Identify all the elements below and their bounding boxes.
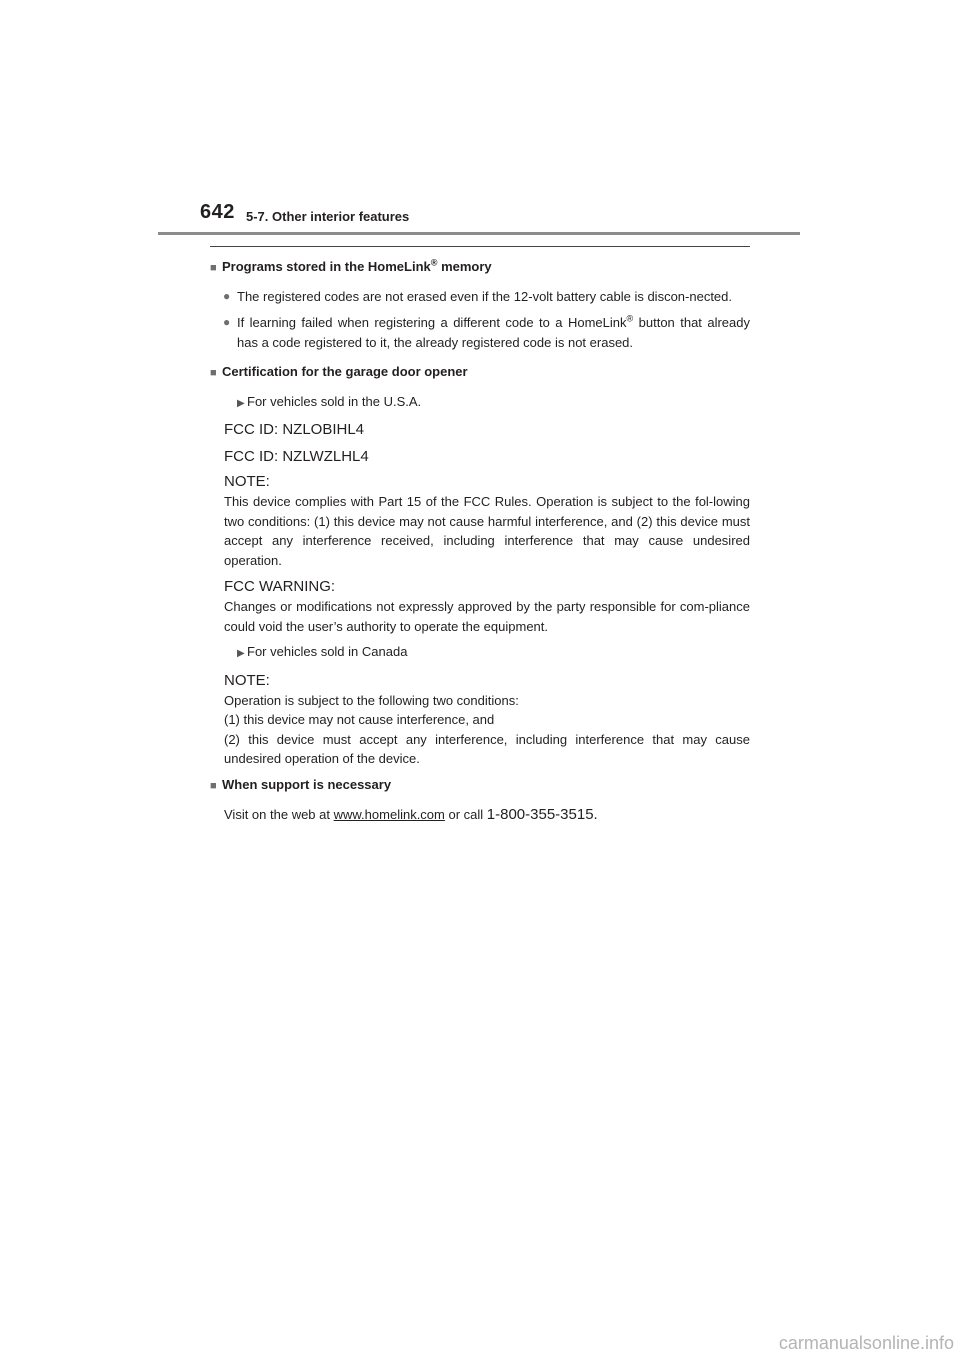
canada-note xyxy=(210,670,750,769)
note-label: NOTE: xyxy=(224,473,270,490)
circle-bullet-icon: ● xyxy=(223,288,231,303)
page-header xyxy=(0,0,960,240)
support-phone: 1-800-355-3515. xyxy=(486,806,598,823)
canada-note-label: NOTE: xyxy=(224,671,270,689)
support-text: Visit on the web at www.homelink.com or call 1-800-355-3515. xyxy=(224,806,598,823)
page-content xyxy=(210,257,750,831)
triangle-right-icon: ▶ xyxy=(237,397,245,409)
circle-bullet-icon: ● xyxy=(223,315,231,329)
warning-text: Changes or modifications not expressly approved by the party responsible for com-pliance could void the user’s authority to operate the equipment. xyxy=(224,599,750,634)
bullet-learning-failed: ● If learning failed when registering a different code to a HomeLink® button that already has a code registered to it, the already registered code is not erased. xyxy=(223,313,750,350)
triangle-right-icon: ▶ xyxy=(237,648,245,659)
note-text: This device complies with Part 15 of the FCC Rules. Operation is subject to the fol-lowing two conditions: (1) this device may not cause harmful interference, and (2) this device must accept any interference received, including interference that may cause undesired operation. xyxy=(224,494,750,568)
page-number: 642 xyxy=(200,201,235,223)
bullet-codes-not-erased: ● The registered codes are not erased even if the 12-volt battery cable is discon-nected. xyxy=(210,287,750,307)
homelink-link[interactable]: www.homelink.com xyxy=(333,807,445,822)
content-rule xyxy=(210,246,750,247)
square-bullet-icon: ■ xyxy=(210,262,217,274)
canada-line-3: (2) this device must accept any interference, including interference that may cause undesired operation of the device. xyxy=(224,731,750,766)
fcc-id-1: FCC ID: NZLOBIHL4 xyxy=(224,421,365,438)
canada-vehicles-label: ▶ For vehicles sold in Canada xyxy=(210,642,750,664)
registered-mark: ® xyxy=(626,313,634,324)
heading-support: ■ When support is necessary xyxy=(210,775,750,797)
fcc-warning xyxy=(210,576,750,636)
square-bullet-icon: ■ xyxy=(210,367,217,379)
watermark: carmanualsonline.info xyxy=(778,1333,954,1353)
warning-label: FCC WARNING: xyxy=(224,578,336,595)
registered-mark: ® xyxy=(430,257,438,268)
usa-vehicles-label: ▶ For vehicles sold in the U.S.A. xyxy=(210,392,750,414)
fcc-note xyxy=(210,471,750,570)
header-rule xyxy=(158,232,800,235)
canada-line-1: Operation is subject to the following two conditions: xyxy=(224,692,519,708)
heading-certification: ■ Certification for the garage door opener xyxy=(210,362,750,384)
fcc-id-2: FCC ID: NZLWZLHL4 xyxy=(224,448,369,465)
heading-programs-stored: ■ Programs stored in the HomeLink® memory xyxy=(210,257,750,279)
section-title: 5-7. Other interior features xyxy=(246,209,410,224)
square-bullet-icon: ■ xyxy=(210,779,217,792)
canada-line-2: (1) this device may not cause interference, and xyxy=(224,712,495,727)
